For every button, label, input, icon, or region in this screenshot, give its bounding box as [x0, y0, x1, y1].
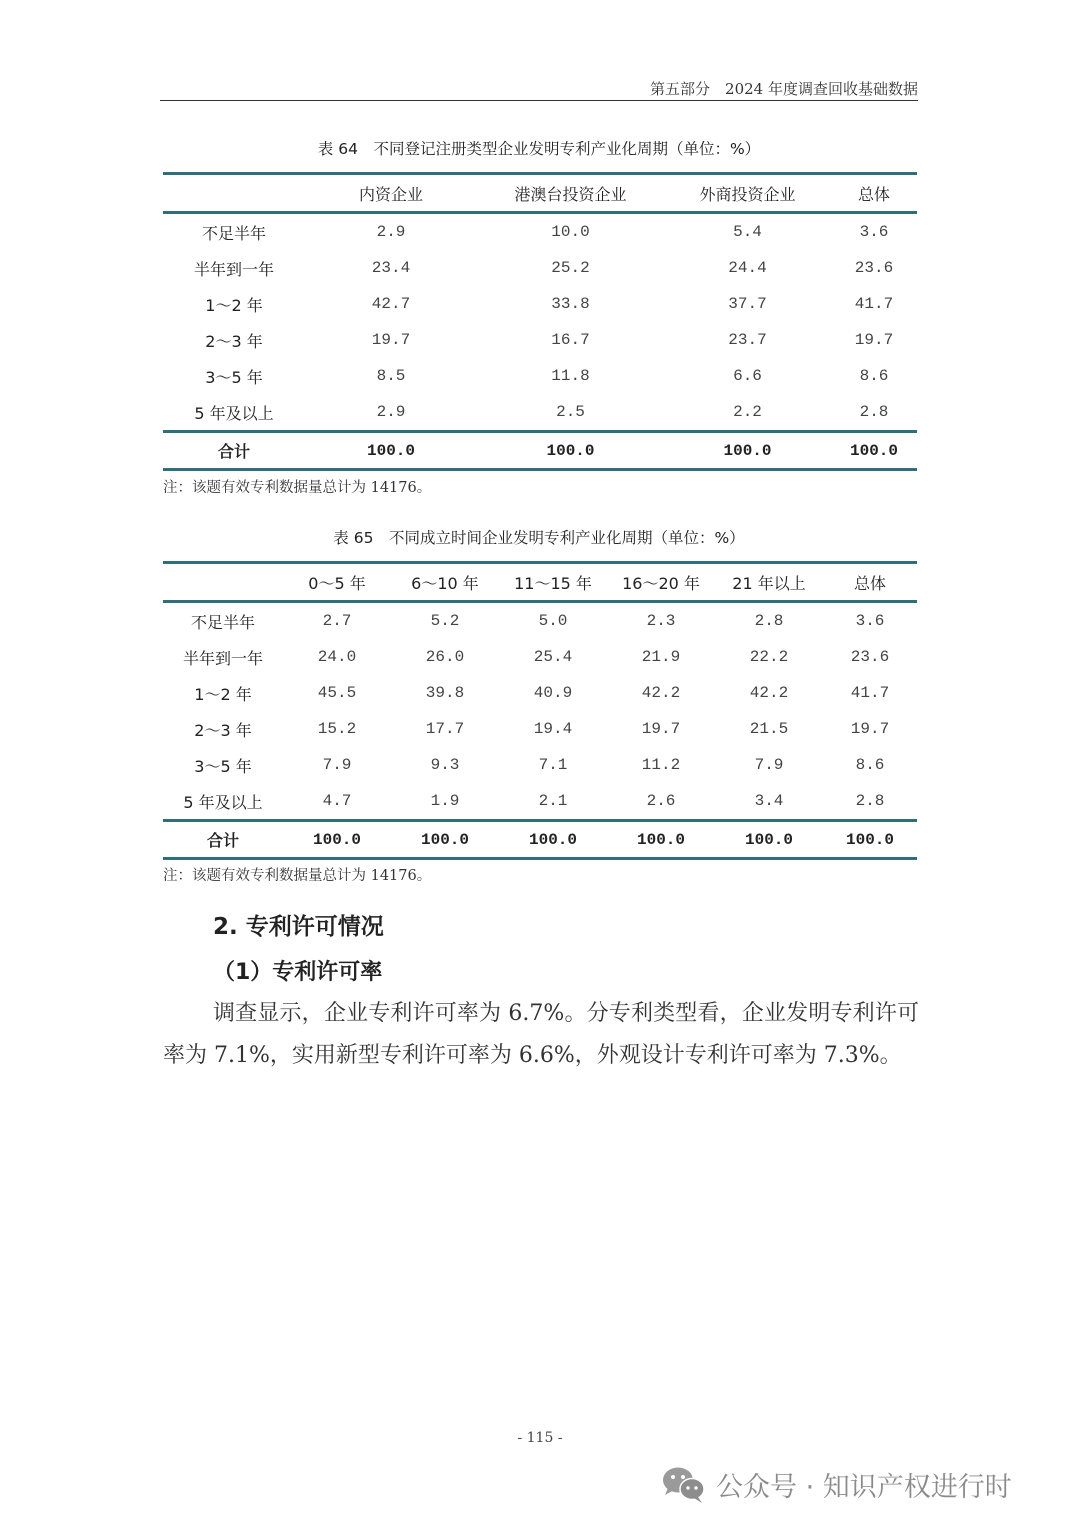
cell: 45.5 — [317, 684, 357, 702]
cell: 25.2 — [551, 259, 590, 277]
column-header: 11～15 年 — [499, 563, 607, 602]
cell: 19.7 — [854, 331, 894, 349]
cell: 24.4 — [728, 259, 767, 277]
cell: 8.6 — [859, 367, 889, 385]
cell: 100.0 — [831, 432, 917, 470]
cell: 37.7 — [728, 295, 767, 313]
cell: 11.2 — [641, 756, 681, 774]
cell: 2.8 — [859, 403, 889, 421]
column-header: 外商投资企业 — [664, 174, 831, 213]
cell: 42.2 — [749, 684, 789, 702]
table64-caption: 表 64 不同登记注册类型企业发明专利产业化周期（单位：%） — [317, 140, 761, 158]
cell: 16.7 — [551, 331, 590, 349]
column-header: 21 年以上 — [715, 563, 823, 602]
cell: 17.7 — [425, 720, 465, 738]
page-number: - 115 - — [517, 1430, 563, 1446]
body-paragraph: 调查显示，企业专利许可率为 6.7%。分专利类型看，企业发明专利许可率为 7.1%，实用新型专利许可率为 6.6%，外观设计专利许可率为 7.3%。 — [163, 1001, 919, 1068]
column-header: 0～5 年 — [283, 563, 391, 602]
cell: 4.7 — [322, 792, 352, 810]
table-row — [163, 358, 917, 394]
page-header — [160, 76, 918, 101]
table65 — [163, 561, 917, 860]
row-label: 5 年及以上 — [194, 403, 274, 423]
cell: 100.0 — [283, 821, 391, 859]
cell: 23.6 — [850, 648, 890, 666]
table-header-row — [163, 174, 917, 213]
cell: 2.9 — [376, 403, 406, 421]
column-header — [163, 174, 305, 213]
cell: 19.7 — [641, 720, 681, 738]
cell: 2.9 — [376, 223, 406, 241]
cell: 3.6 — [855, 612, 885, 630]
table-row — [163, 639, 917, 675]
cell: 22.2 — [749, 648, 789, 666]
row-label: 半年到一年 — [193, 259, 274, 279]
cell: 2.3 — [646, 612, 676, 630]
cell: 7.9 — [322, 756, 352, 774]
cell: 3.4 — [754, 792, 784, 810]
column-header: 港澳台投资企业 — [477, 174, 664, 213]
cell: 10.0 — [551, 223, 590, 241]
table65-note: 注：该题有效专利数据量总计为 14176。 — [163, 868, 432, 884]
cell: 2.1 — [538, 792, 568, 810]
row-label: 2～3 年 — [194, 720, 252, 740]
table64-note: 注：该题有效专利数据量总计为 14176。 — [163, 480, 432, 496]
cell: 100.0 — [305, 432, 477, 470]
cell: 100.0 — [499, 821, 607, 859]
row-label: 1～2 年 — [205, 295, 263, 315]
cell: 100.0 — [823, 821, 917, 859]
row-label: 2～3 年 — [205, 331, 263, 351]
cell: 6.6 — [733, 367, 762, 385]
row-label: 1～2 年 — [194, 684, 252, 704]
cell: 3.6 — [859, 223, 889, 241]
table-row — [163, 322, 917, 358]
cell: 42.7 — [371, 295, 411, 313]
cell: 11.8 — [551, 367, 590, 385]
cell: 8.6 — [855, 756, 885, 774]
cell: 8.5 — [376, 367, 406, 385]
cell: 2.8 — [855, 792, 885, 810]
cell: 33.8 — [551, 295, 590, 313]
table-row — [163, 394, 917, 432]
column-header: 16～20 年 — [607, 563, 715, 602]
column-header: 内资企业 — [305, 174, 477, 213]
column-header — [163, 563, 283, 602]
cell: 39.8 — [425, 684, 465, 702]
row-label: 不足半年 — [190, 612, 255, 632]
cell: 25.4 — [533, 648, 573, 666]
cell: 19.4 — [533, 720, 573, 738]
cell: 21.9 — [641, 648, 681, 666]
column-header: 6～10 年 — [391, 563, 499, 602]
cell: 7.1 — [538, 756, 568, 774]
cell: 15.2 — [317, 720, 357, 738]
row-label: 5 年及以上 — [183, 792, 263, 812]
row-label: 不足半年 — [201, 223, 266, 243]
cell: 5.2 — [430, 612, 460, 630]
table-row — [163, 250, 917, 286]
cell: 2.2 — [733, 403, 762, 421]
table64 — [163, 172, 917, 471]
cell: 23.6 — [854, 259, 894, 277]
cell: 5.4 — [733, 223, 762, 241]
row-label: 合计 — [163, 432, 305, 470]
cell: 1.9 — [430, 792, 460, 810]
cell: 100.0 — [391, 821, 499, 859]
cell: 2.5 — [556, 403, 585, 421]
row-label: 合计 — [163, 821, 283, 859]
cell: 41.7 — [850, 684, 890, 702]
cell: 5.0 — [538, 612, 568, 630]
column-header: 总体 — [823, 563, 917, 602]
cell: 23.7 — [728, 331, 767, 349]
section-heading: 2. 专利许可情况 — [213, 914, 384, 940]
total-row — [163, 821, 917, 859]
table-row — [163, 602, 917, 640]
page-header-section: 第五部分 2024 年度调查回收基础数据 — [650, 80, 918, 98]
table-row — [163, 286, 917, 322]
column-header: 总体 — [831, 174, 917, 213]
cell: 100.0 — [715, 821, 823, 859]
cell: 21.5 — [749, 720, 789, 738]
table-row — [163, 675, 917, 711]
table-row — [163, 747, 917, 783]
cell: 19.7 — [371, 331, 411, 349]
section-subheading: （1）专利许可率 — [213, 960, 383, 985]
row-label: 3～5 年 — [194, 756, 252, 776]
table65-caption: 表 65 不同成立时间企业发明专利产业化周期（单位：%） — [333, 529, 745, 547]
table-header-row — [163, 563, 917, 602]
cell: 2.7 — [322, 612, 352, 630]
cell: 40.9 — [533, 684, 573, 702]
cell: 24.0 — [317, 648, 357, 666]
table-row — [163, 711, 917, 747]
row-label: 半年到一年 — [182, 648, 263, 668]
cell: 42.2 — [641, 684, 681, 702]
cell: 100.0 — [607, 821, 715, 859]
watermark — [660, 1460, 1012, 1508]
cell: 7.9 — [754, 756, 784, 774]
table-row — [163, 783, 917, 821]
wechat-icon — [660, 1464, 708, 1504]
cell: 41.7 — [854, 295, 894, 313]
table-row — [163, 213, 917, 251]
cell: 26.0 — [425, 648, 465, 666]
row-label: 3～5 年 — [205, 367, 263, 387]
cell: 100.0 — [664, 432, 831, 470]
cell: 19.7 — [850, 720, 890, 738]
total-row — [163, 432, 917, 470]
cell: 23.4 — [371, 259, 411, 277]
cell: 2.6 — [646, 792, 676, 810]
watermark-text: 公众号 · 知识产权进行时 — [716, 1471, 1012, 1503]
cell: 9.3 — [430, 756, 460, 774]
cell: 2.8 — [754, 612, 784, 630]
cell: 100.0 — [477, 432, 664, 470]
